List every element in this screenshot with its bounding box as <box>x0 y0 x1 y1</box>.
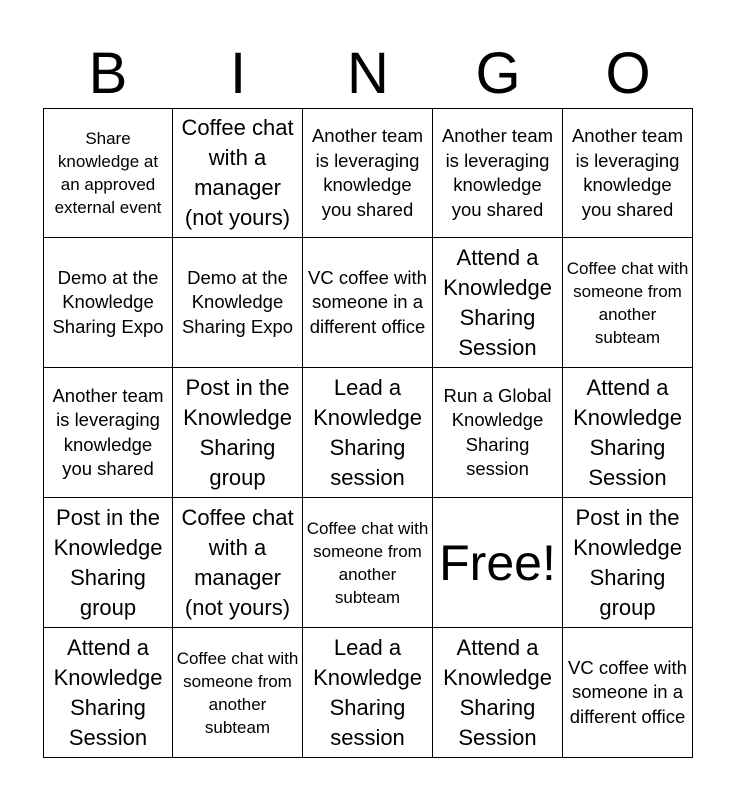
bingo-cell[interactable] <box>563 498 693 628</box>
bingo-cell-text: Post in the Knowledge Sharing group <box>573 504 682 620</box>
bingo-cell-text: Post in the Knowledge Sharing group <box>53 504 163 620</box>
bingo-cell[interactable] <box>433 108 563 238</box>
header-letter-g: G <box>475 41 521 106</box>
header-letter-b: B <box>88 41 128 106</box>
bingo-cell[interactable] <box>563 628 693 758</box>
bingo-cell[interactable] <box>43 498 173 628</box>
header-letter-i: I <box>229 41 247 106</box>
bingo-cell-text: Another team is leveraging knowledge you shared <box>441 125 554 220</box>
bingo-cell[interactable] <box>303 238 433 368</box>
bingo-cell-text: Lead a Knowledge Sharing session <box>313 374 422 490</box>
bingo-cell-text: Demo at the Knowledge Sharing Expo <box>52 266 164 337</box>
bingo-cell-text: Attend a Knowledge Sharing Session <box>443 634 552 750</box>
bingo-cell-text: Demo at the Knowledge Sharing Expo <box>181 266 294 337</box>
bingo-cell-text: Coffee chat with a manager (not yours) <box>181 115 294 230</box>
bingo-cell-text: VC coffee with someone in a different office <box>308 266 427 337</box>
bingo-cell-text: Another team is leveraging knowledge you shared <box>311 125 424 220</box>
bingo-cell-text: Run a Global Knowledge Sharing session <box>443 384 552 479</box>
bingo-cell-text: Attend a Knowledge Sharing Session <box>53 634 163 750</box>
bingo-board <box>43 108 693 758</box>
bingo-cell[interactable] <box>433 628 563 758</box>
bingo-cell-text: Coffee chat with someone from another subteam <box>566 258 689 347</box>
bingo-header <box>43 40 693 108</box>
bingo-cell[interactable] <box>43 238 173 368</box>
header-letter-n: N <box>347 41 389 106</box>
bingo-cell[interactable] <box>173 108 303 238</box>
bingo-cell[interactable] <box>433 368 563 498</box>
bingo-cell[interactable] <box>303 628 433 758</box>
bingo-cell[interactable] <box>303 108 433 238</box>
bingo-cell[interactable] <box>303 498 433 628</box>
bingo-cell[interactable] <box>43 368 173 498</box>
bingo-cell-text: Free! <box>439 534 556 591</box>
bingo-cell[interactable] <box>563 368 693 498</box>
bingo-cell-text: Attend a Knowledge Sharing Session <box>573 374 682 490</box>
bingo-cell-text: Post in the Knowledge Sharing group <box>183 374 292 490</box>
bingo-cell[interactable] <box>173 368 303 498</box>
bingo-cell-text: VC coffee with someone in a different office <box>568 656 687 727</box>
bingo-cell[interactable] <box>173 628 303 758</box>
bingo-cell[interactable] <box>173 498 303 628</box>
bingo-cell-text: Attend a Knowledge Sharing Session <box>443 244 552 360</box>
bingo-cell[interactable] <box>303 368 433 498</box>
bingo-cell-text: Coffee chat with someone from another subteam <box>306 518 429 607</box>
bingo-cell[interactable] <box>43 108 173 238</box>
bingo-cell-text: Share knowledge at an approved external event <box>54 129 162 217</box>
bingo-cell-text: Another team is leveraging knowledge you shared <box>571 125 684 220</box>
bingo-cell[interactable] <box>433 238 563 368</box>
bingo-cell[interactable] <box>563 238 693 368</box>
bingo-cell-text: Lead a Knowledge Sharing session <box>313 634 422 750</box>
bingo-cell[interactable] <box>43 628 173 758</box>
bingo-cell[interactable] <box>563 108 693 238</box>
bingo-free-cell[interactable] <box>433 498 563 628</box>
bingo-cell-text: Another team is leveraging knowledge you shared <box>52 384 164 479</box>
bingo-cell-text: Coffee chat with someone from another subteam <box>176 648 299 737</box>
bingo-cell-text: Coffee chat with a manager (not yours) <box>181 504 294 620</box>
bingo-cell[interactable] <box>173 238 303 368</box>
header-letter-o: O <box>605 41 651 106</box>
